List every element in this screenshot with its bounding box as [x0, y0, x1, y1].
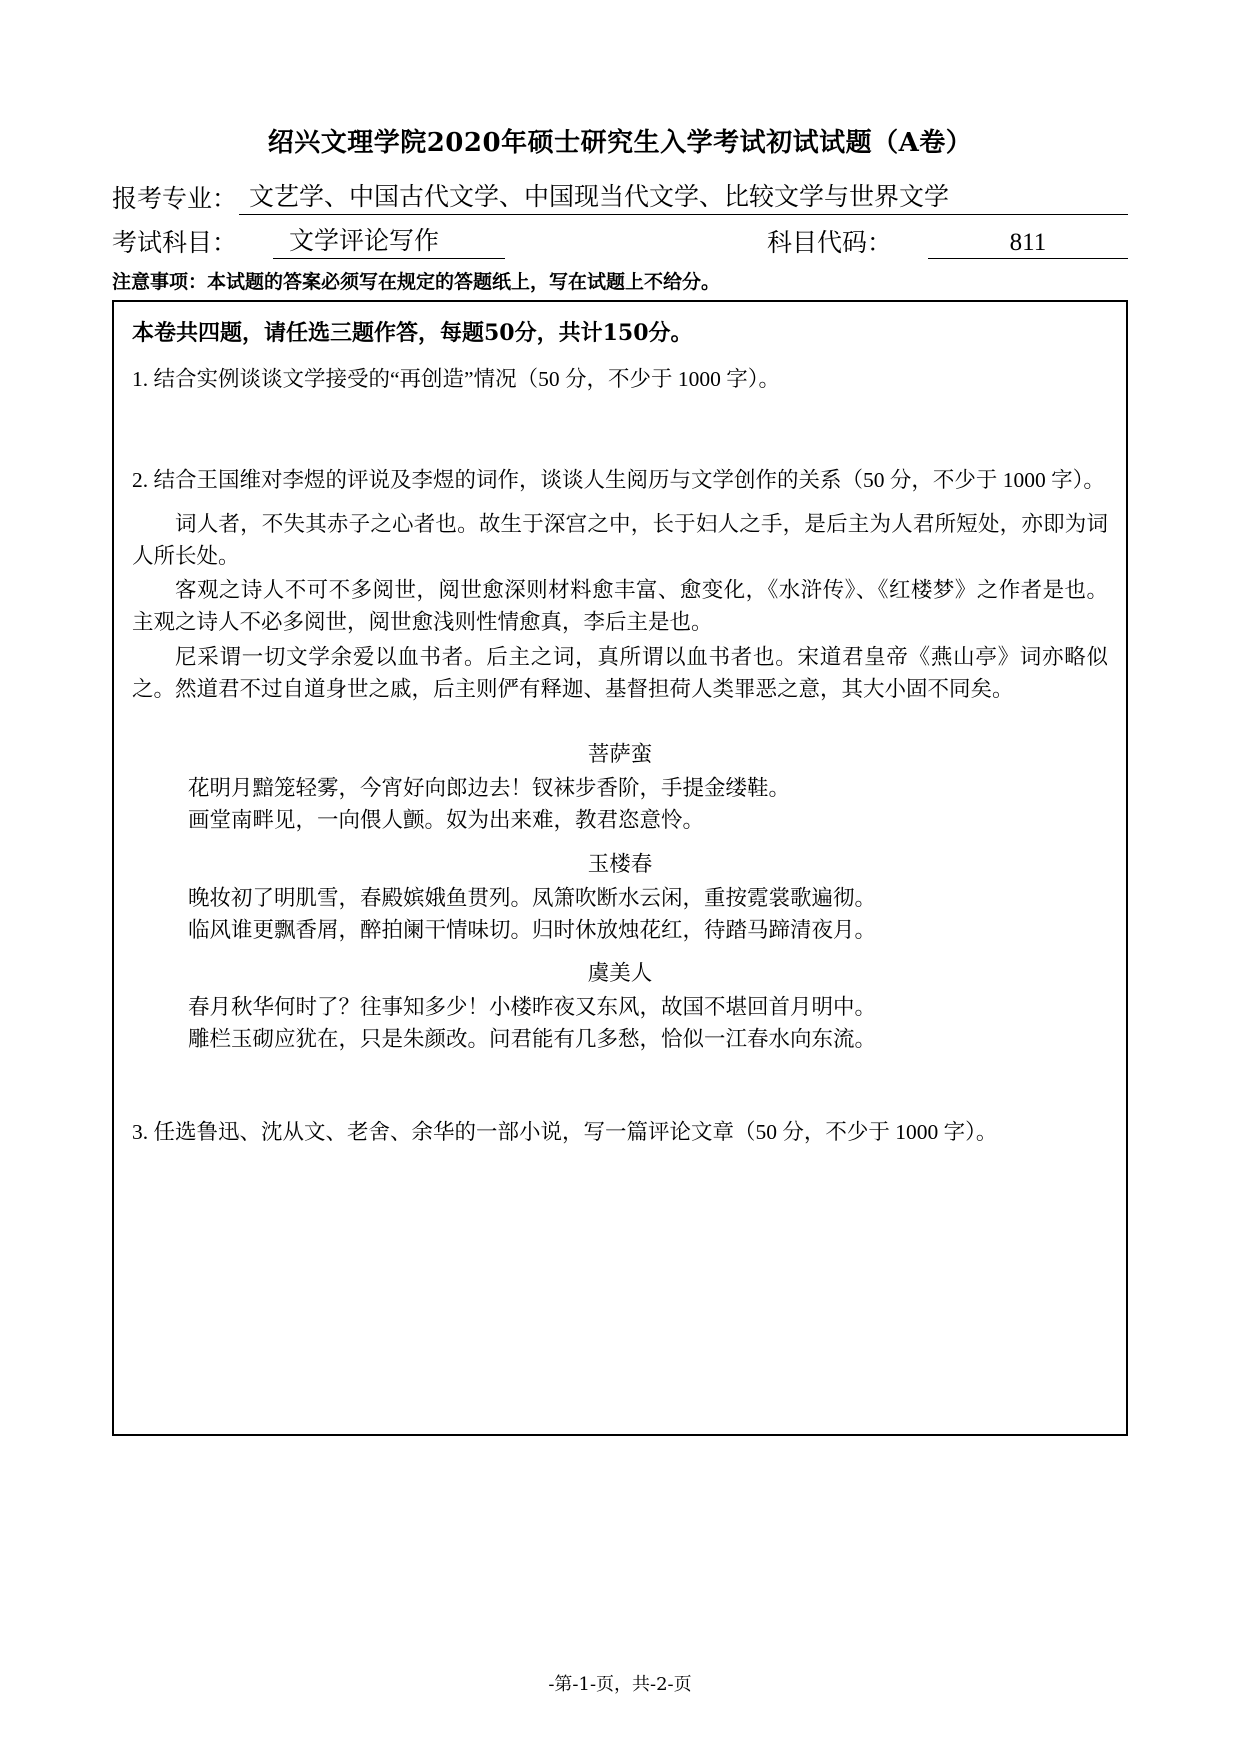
subject-code-value: 811 — [928, 229, 1128, 259]
poem-1-line-1: 花明月黯笼轻雾，今宵好向郎边去！钗袜步香阶，手提金缕鞋。 — [188, 776, 791, 801]
page-title: 绍兴文理学院2020年硕士研究生入学考试初试试题（A卷） — [267, 128, 973, 158]
exam-question-box — [112, 300, 1128, 1436]
quote-poem-gap — [132, 707, 1108, 727]
poem-3-line-1: 春月秋华何时了？往事知多少！小楼昨夜又东风，故国不堪回首月明中。 — [188, 995, 877, 1020]
poem-2-line-2: 临风谁更飘香屑，醉拍阑干情味切。归时休放烛花红，待踏马蹄清夜月。 — [188, 917, 877, 942]
major-label: 报考专业： — [112, 186, 238, 213]
poem-3-line-2: 雕栏玉砌应犹在，只是朱颜改。问君能有几多愁，恰似一江春水向东流。 — [188, 1027, 877, 1052]
poem-1 — [132, 737, 1108, 837]
major-row — [112, 177, 1128, 215]
poem-1-title: 菩萨蛮 — [587, 742, 653, 767]
page-footer: -第-1-页，共-2-页 — [548, 1674, 692, 1695]
poem-1-line-2: 画堂南畔见，一向偎人颤。奴为出来难，教君恣意怜。 — [188, 808, 705, 833]
quote-paragraph-2: 客观之诗人不可不多阅世，阅世愈深则材料愈丰富、愈变化，《水浒传》、《红楼梦》之作者是也。主观之诗人不必多阅世，阅世愈浅则性情愈真，李后主是也。 — [132, 578, 1108, 635]
subject-code-label: 科目代码： — [766, 230, 892, 257]
poem-3 — [132, 956, 1108, 1056]
answer-space-2 — [132, 1058, 1108, 1116]
exam-instruction: 本卷共四题，请任选三题作答，每题50分，共计150分。 — [132, 320, 693, 346]
poem-3-title: 虞美人 — [587, 961, 653, 986]
subject-row — [112, 221, 1128, 259]
question-2-text: 结合王国维对李煜的评说及李煜的词作，谈谈人生阅历与文学创作的关系（50 分，不少于 1000 字）。 — [153, 468, 1105, 493]
poem-2-line-1: 晚妆初了明肌雪，春殿嫔娥鱼贯列。凤箫吹断水云闲，重按霓裳歌遍彻。 — [188, 885, 877, 910]
poem-2-title: 玉楼春 — [587, 851, 653, 876]
subject-label: 考试科目： — [112, 230, 238, 257]
question-3-text: 任选鲁迅、沈从文、老舍、余华的一部小说，写一篇评论文章（50 分，不少于 1000 字）。 — [153, 1119, 998, 1144]
subject-value: 文学评论写作 — [273, 221, 505, 259]
question-2-number: 2. — [132, 468, 149, 493]
question-3-number: 3. — [132, 1119, 149, 1144]
question-1 — [132, 363, 1108, 396]
quote-paragraph-1: 词人者，不失其赤子之心者也。故生于深宫之中，长于妇人之手，是后主为人君所短处，亦即为词人所长处。 — [132, 511, 1108, 568]
poem-2 — [132, 847, 1108, 947]
major-value: 文艺学、中国古代文学、中国现当代文学、比较文学与世界文学 — [239, 177, 1128, 215]
quote-paragraph-3: 尼采谓一切文学余爱以血书者。后主之词，真所谓以血书者也。宋道君皇帝《燕山亭》词亦略似之。然道君不过自道身世之戚，后主则俨有释迦、基督担荷人类罪恶之意，其大小固不同矣。 — [132, 644, 1108, 701]
question-1-text: 结合实例谈谈文学接受的“再创造”情况（50 分，不少于 1000 字）。 — [153, 367, 780, 391]
notice-text: 注意事项：本试题的答案必须写在规定的答题纸上，写在试题上不给分。 — [112, 271, 721, 293]
question-2 — [132, 464, 1108, 497]
question-3 — [132, 1116, 1108, 1149]
question-1-number: 1. — [132, 367, 149, 391]
answer-space-1 — [132, 406, 1108, 464]
